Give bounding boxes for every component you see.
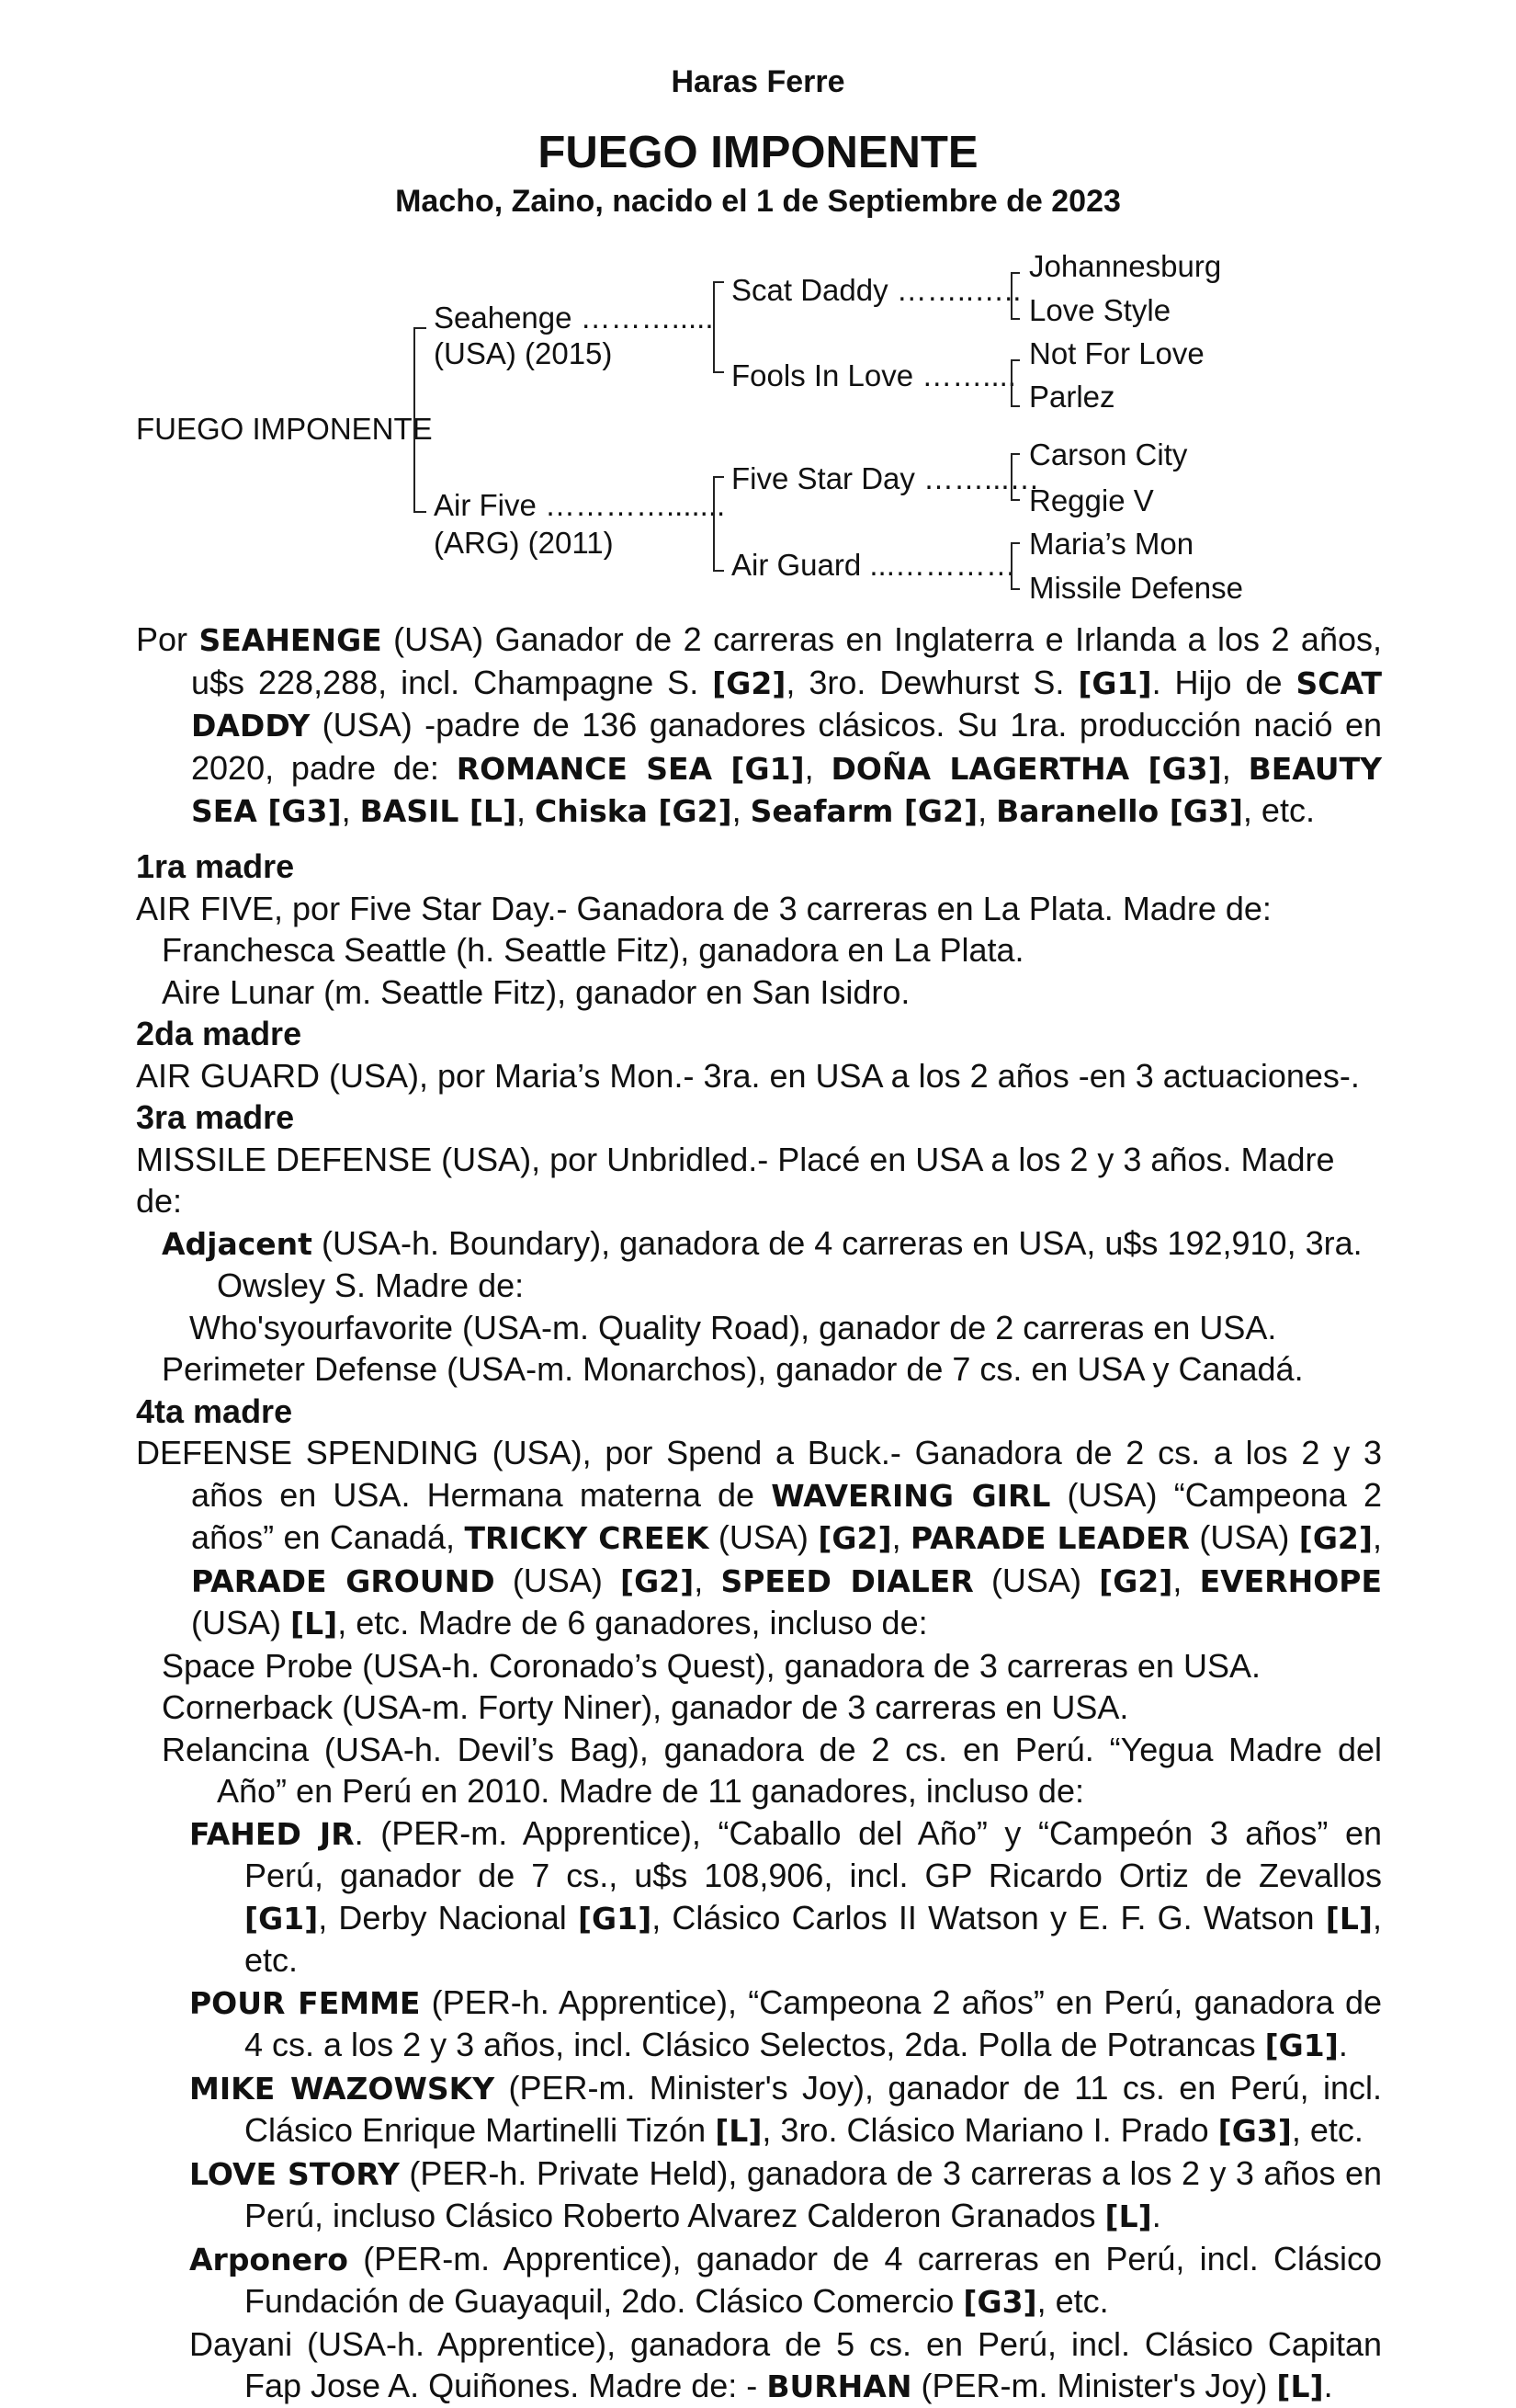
third-dam-heading: 3ra madre xyxy=(136,1098,295,1136)
pedigree-gen3-name: Missile Defense xyxy=(1029,571,1243,605)
produce-item: FAHED JR. (PER-m. Apprentice), “Caballo del Año” y “Campeón 3 años” en Perú, ganador de 7 cs., u$s 108,906, incl. GP Ricardo Ortiz de Zevallos [G1], Derby Nacional [G1], Clásico Carlos II Watson y E. F. G. Watson [L], etc. xyxy=(189,1813,1383,1979)
produce-item: LOVE STORY (PER-h. Private Held), ganadora de 3 carreras a los 2 y 3 años en Perú, incluso Clásico Roberto Alvarez Calderon Granados [L]. xyxy=(189,2153,1382,2234)
first-dam-heading: 1ra madre xyxy=(136,847,295,885)
produce-item: Aire Lunar (m. Seattle Fitz), ganador en San Isidro. xyxy=(162,972,911,1011)
pedigree-gen3-name: Carson City xyxy=(1029,437,1188,471)
produce-item: Space Probe (USA-h. Coronado’s Quest), ganadora de 3 carreras en USA. xyxy=(162,1646,1261,1685)
pedigree-dam: Air Five …………....... xyxy=(434,488,726,522)
horse-description: Macho, Zaino, nacido el 1 de Septiembre de 2023 xyxy=(395,184,1121,219)
pedigree-bracket-gen3 xyxy=(1011,453,1020,501)
sire-paragraph: Por SEAHENGE (USA) Ganador de 2 carreras en Inglaterra e Irlanda a los 2 años, u$s 228,288, incl. Champagne S. [G2], 3ro. Dewhurst S. [G1]. Hijo de SCAT DADDY (USA) -padre de 136 ganadores clásicos. Su 1ra. producción nació en 2020, padre de: ROMANCE SEA [G1], DOÑA LAGERTHA [G3], BEAUTY SEA [G3], BASIL [L], Chiska [G2], Seafarm [G2], Baranello [G3], etc. xyxy=(136,620,1382,829)
produce-item: MIKE WAZOWSKY (PER-m. Minister's Joy), ganador de 11 cs. en Perú, incl. Clásico Enrique Martinelli Tizón [L], 3ro. Clásico Mariano I. Prado [G3], etc. xyxy=(189,2068,1382,2149)
third-dam-line: MISSILE DEFENSE (USA), por Unbridled.- Placé en USA a los 2 y 3 años. Madre de: xyxy=(136,1140,1335,1220)
dam-sections xyxy=(136,846,1382,2408)
produce-item: Relancina (USA-h. Devil’s Bag), ganadora de 2 cs. en Perú. “Yegua Madre del Año” en Perú en 2010. Madre de 11 ganadores, incluso de: xyxy=(162,1730,1382,1810)
produce-item: Cornerback (USA-m. Forty Niner), ganador de 3 carreras en USA. xyxy=(162,1688,1129,1726)
pedigree-sire: Seahenge ………..... xyxy=(434,301,714,335)
pedigree-dam-dam: Air Guard ...………… xyxy=(731,548,1016,582)
pedigree-gen3-name: Parlez xyxy=(1029,380,1115,414)
second-dam-heading: 2da madre xyxy=(136,1015,302,1052)
produce-item: Perimeter Defense (USA-m. Monarchos), ganador de 7 cs. en USA y Canadá. xyxy=(162,1350,1304,1388)
pedigree-bracket-sire xyxy=(713,281,724,373)
pedigree-sire-dam: Fools In Love …….... xyxy=(731,358,1016,392)
first-dam-line: AIR FIVE, por Five Star Day.- Ganadora de 3 carreras en La Plata. Madre de: xyxy=(136,889,1272,927)
produce-item: Who'syourfavorite (USA-m. Quality Road), ganador de 2 carreras en USA. xyxy=(189,1308,1277,1346)
pedigree-bracket-gen3 xyxy=(1011,359,1020,407)
second-dam-line: AIR GUARD (USA), por Maria’s Mon.- 3ra. en USA a los 2 años -en 3 actuaciones-. xyxy=(136,1056,1360,1095)
pedigree-dam-sire: Five Star Day ……...… xyxy=(731,461,1040,495)
pedigree-gen3-name: Reggie V xyxy=(1029,483,1154,517)
fourth-dam-heading: 4ta madre xyxy=(136,1391,293,1430)
produce-item: POUR FEMME (PER-h. Apprentice), “Campeona 2 años” en Perú, ganadora de 4 cs. a los 2 y 3 años, incl. Clásico Selectos, 2da. Polla de Potrancas [G1]. xyxy=(189,1982,1382,2063)
pedigree-bracket-gen3 xyxy=(1011,542,1020,590)
produce-item: Adjacent (USA-h. Boundary), ganadora de 4 carreras en USA, u$s 192,910, 3ra. Owsley S. Madre de: xyxy=(162,1223,1363,1304)
sire-sire-name: SCAT DADDY xyxy=(191,664,1382,744)
pedigree-gen3-name: Not For Love xyxy=(1029,336,1205,370)
pedigree-dam-origin: (ARG) (2011) xyxy=(434,526,614,560)
pedigree-sire-sire: Scat Daddy ……..….. xyxy=(731,273,1022,307)
produce-item: Franchesca Seattle (h. Seattle Fitz), ganadora en La Plata. xyxy=(162,931,1024,969)
produce-item: Dayani (USA-h. Apprentice), ganadora de 5 cs. en Perú, incl. Clásico Capitan Fap Jose A. Quiñones. Madre de: - BURHAN (PER-m. Minister's Joy) [L]. xyxy=(189,2324,1382,2404)
stud-name: Haras Ferre xyxy=(671,64,845,99)
sire-name: SEAHENGE xyxy=(198,622,382,658)
pedigree-gen3-name: Love Style xyxy=(1029,293,1171,327)
horse-title: FUEGO IMPONENTE xyxy=(537,128,979,177)
produce-item: Arponero (PER-m. Apprentice), ganador de 4 carreras en Perú, incl. Clásico Fundación de Guayaquil, 2do. Clásico Comercio [G3], etc. xyxy=(189,2239,1382,2320)
fourth-dam-paragraph: DEFENSE SPENDING (USA), por Spend a Buck.- Ganadora de 2 cs. a los 2 y 3 años en USA. Hermana materna de WAVERING GIRL (USA) “Campeona 2 años” en Canadá, TRICKY CREEK (USA) [G2], PARADE LEADER (USA) [G2], PARADE GROUND (USA) [G2], SPEED DIALER (USA) [G2], EVERHOPE (USA) [L], etc. Madre de 6 ganadores, incluso de: xyxy=(136,1434,1382,1641)
pedigree-bracket-gen1 xyxy=(413,327,426,513)
pedigree-gen3-name: Maria’s Mon xyxy=(1029,527,1194,561)
pedigree-sire-origin: (USA) (2015) xyxy=(434,336,613,370)
pedigree-gen3-name: Johannesburg xyxy=(1029,249,1222,283)
pedigree-bracket-dam xyxy=(713,476,724,572)
pedigree-subject: FUEGO IMPONENTE xyxy=(136,412,433,446)
pedigree-bracket-gen3 xyxy=(1011,272,1020,320)
